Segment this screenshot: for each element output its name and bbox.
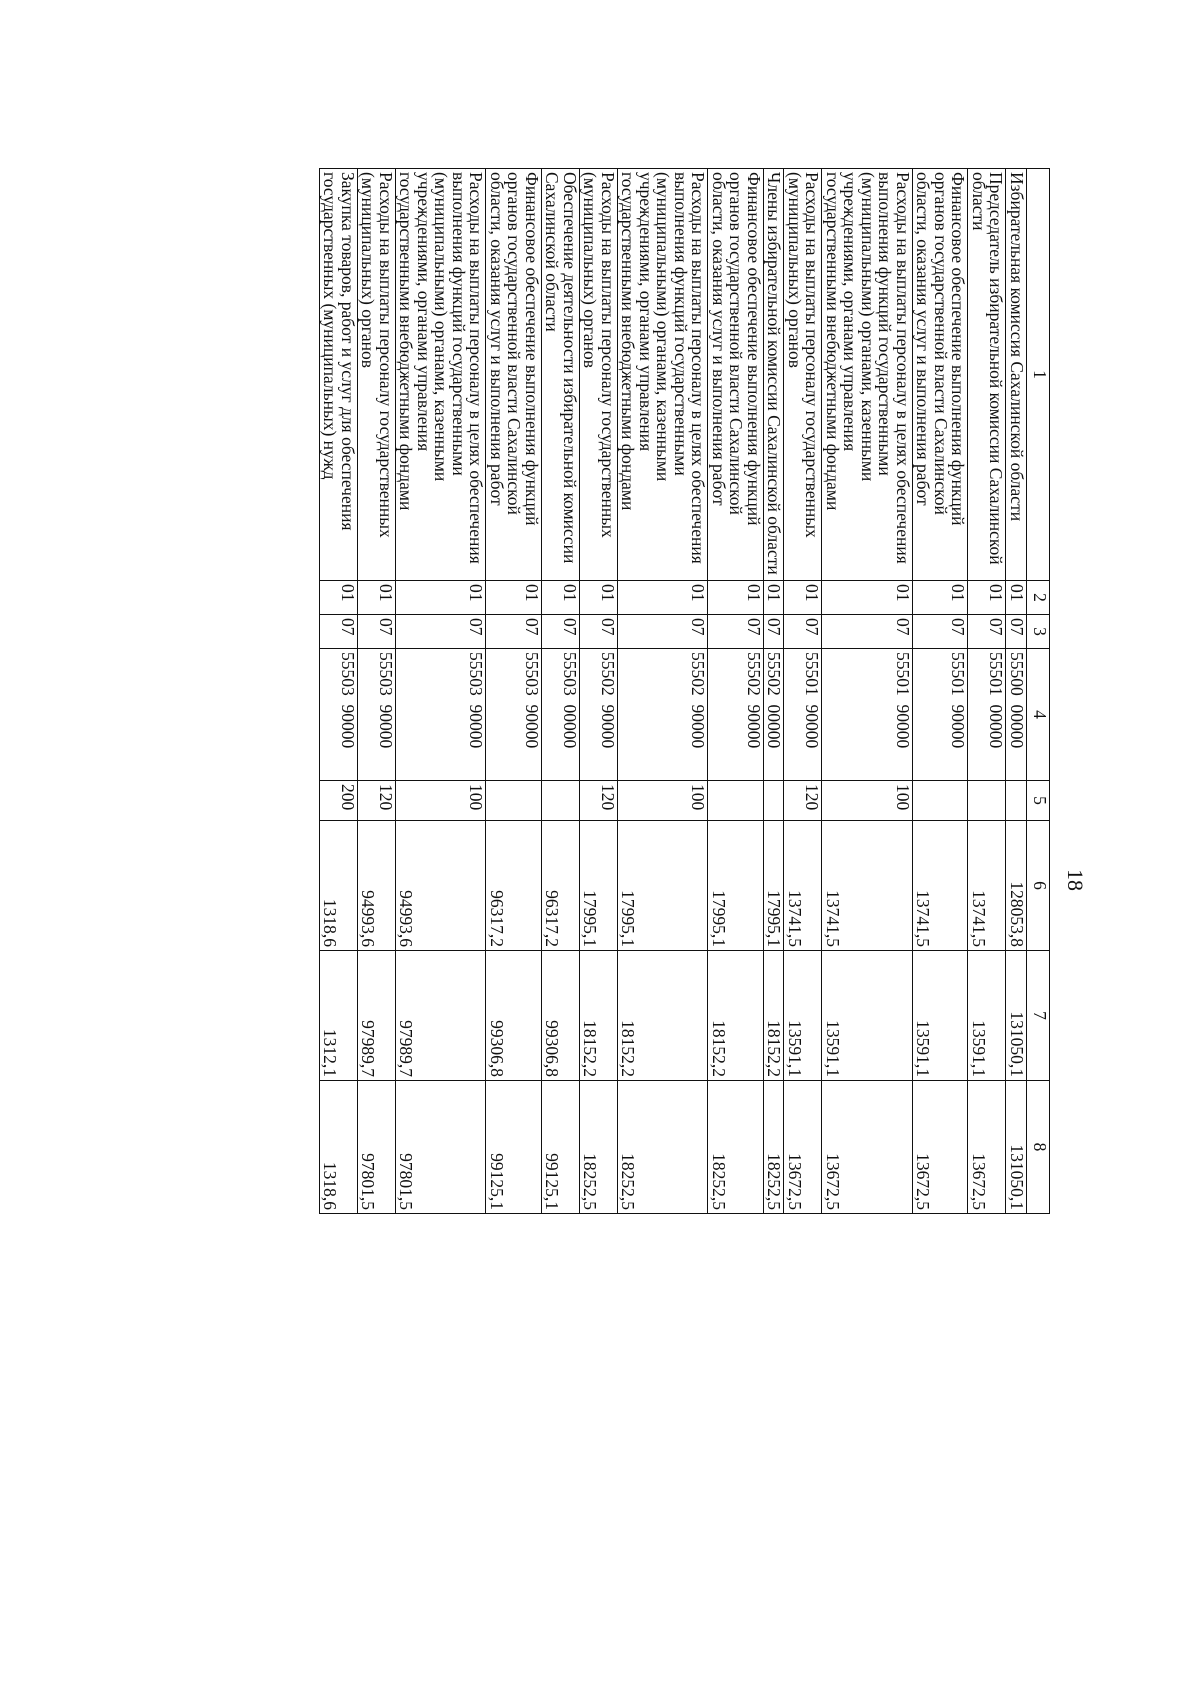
expense-type-cell [913,781,969,821]
amount-year3-cell: 13672,5 [784,1081,822,1214]
amount-year2-cell: 18152,2 [618,951,709,1081]
expense-type-cell [764,781,785,821]
subsection-cell: 07 [580,615,618,649]
table-row [764,169,785,1214]
target-article-cell: 55502 00000 [764,649,785,781]
amount-year1-cell: 96317,2 [486,821,542,951]
col-header: 8 [1027,1081,1050,1214]
row-name-cell: Члены избирательной комиссии Сахалинской области [764,169,785,581]
amount-year3-cell: 131050,1 [1006,1081,1027,1214]
subsection-cell: 07 [764,615,785,649]
header-row [1027,169,1050,1214]
amount-year2-cell: 99306,8 [486,951,542,1081]
target-article-cell: 55501 90000 [822,649,913,781]
amount-year3-cell: 99125,1 [486,1081,542,1214]
target-article-cell: 55502 90000 [580,649,618,781]
col-header: 3 [1027,615,1050,649]
subsection-cell: 07 [320,615,358,649]
expense-type-cell [486,781,542,821]
amount-year2-cell: 131050,1 [1006,951,1027,1081]
amount-year1-cell: 13741,5 [968,821,1006,951]
amount-year2-cell: 18152,2 [708,951,764,1081]
amount-year3-cell: 1318,6 [320,1081,358,1214]
col-header: 7 [1027,951,1050,1081]
amount-year3-cell: 18252,5 [764,1081,785,1214]
amount-year1-cell: 1318,6 [320,821,358,951]
subsection-cell: 07 [486,615,542,649]
subsection-cell: 07 [618,615,709,649]
table-row [358,169,396,1214]
row-name-cell: Финансовое обеспечение выполнения функций органов государственной власти Сахалинской области, оказания услуг и выполнения работ [913,169,969,581]
row-name-cell: Финансовое обеспечение выполнения функций органов государственной власти Сахалинской области, оказания услуг и выполнения работ [708,169,764,581]
subsection-cell: 07 [822,615,913,649]
section-cell: 01 [320,581,358,615]
amount-year1-cell: 13741,5 [822,821,913,951]
target-article-cell: 55500 00000 [1006,649,1027,781]
amount-year2-cell: 13591,1 [968,951,1006,1081]
budget-table-rotated [65,168,1050,1213]
amount-year2-cell: 97989,7 [396,951,487,1081]
amount-year2-cell: 97989,7 [358,951,396,1081]
amount-year3-cell: 99125,1 [542,1081,580,1214]
expense-type-cell [708,781,764,821]
amount-year1-cell: 128053,8 [1006,821,1027,951]
section-cell: 01 [618,581,709,615]
table-row [913,169,969,1214]
table-row [486,169,542,1214]
amount-year3-cell: 18252,5 [708,1081,764,1214]
amount-year1-cell: 96317,2 [542,821,580,951]
subsection-cell: 07 [396,615,487,649]
table-row [1006,169,1027,1214]
amount-year2-cell: 13591,1 [822,951,913,1081]
table-row [618,169,709,1214]
section-cell: 01 [764,581,785,615]
row-name-cell: Расходы на выплаты персоналу государственных (муниципальных) органов [784,169,822,581]
table-row [708,169,764,1214]
subsection-cell: 07 [358,615,396,649]
col-header: 6 [1027,821,1050,951]
row-name-cell: Обеспечение деятельности избирательной комиссии Сахалинской области [542,169,580,581]
col-header: 4 [1027,649,1050,781]
amount-year2-cell: 1312,1 [320,951,358,1081]
target-article-cell: 55501 90000 [913,649,969,781]
section-cell: 01 [358,581,396,615]
section-cell: 01 [913,581,969,615]
section-cell: 01 [784,581,822,615]
amount-year1-cell: 17995,1 [764,821,785,951]
col-header: 5 [1027,781,1050,821]
table-row [542,169,580,1214]
amount-year3-cell: 13672,5 [968,1081,1006,1214]
expense-type-cell [1006,781,1027,821]
amount-year3-cell: 18252,5 [580,1081,618,1214]
section-cell: 01 [542,581,580,615]
table-row [784,169,822,1214]
row-name-cell: Расходы на выплаты персоналу в целях обеспечения выполнения функций государственными (муниципальными) органами, казенными учреждениями, органами управления государственными внебюджетными фондами [396,169,487,581]
amount-year1-cell: 13741,5 [784,821,822,951]
amount-year1-cell: 17995,1 [580,821,618,951]
section-cell: 01 [580,581,618,615]
row-name-cell: Расходы на выплаты персоналу в целях обеспечения выполнения функций государственными (муниципальными) органами, казенными учреждениями, органами управления государственными внебюджетными фондами [618,169,709,581]
target-article-cell: 55502 90000 [708,649,764,781]
expense-type-cell: 120 [358,781,396,821]
target-article-cell: 55503 90000 [396,649,487,781]
amount-year1-cell: 13741,5 [913,821,969,951]
row-name-cell: Расходы на выплаты персоналу государственных (муниципальных) органов [358,169,396,581]
row-name-cell: Финансовое обеспечение выполнения функций органов государственной власти Сахалинской области, оказания услуг и выполнения работ [486,169,542,581]
subsection-cell: 07 [542,615,580,649]
amount-year2-cell: 18152,2 [764,951,785,1081]
section-cell: 01 [396,581,487,615]
row-name-cell: Расходы на выплаты персоналу в целях обеспечения выполнения функций государственными (муниципальными) органами, казенными учреждениями, органами управления государственными внебюджетными фондами [822,169,913,581]
col-header: 1 [1027,169,1050,581]
amount-year3-cell: 13672,5 [822,1081,913,1214]
subsection-cell: 07 [1006,615,1027,649]
amount-year3-cell: 97801,5 [396,1081,487,1214]
row-name-cell: Расходы на выплаты персоналу государственных (муниципальных) органов [580,169,618,581]
subsection-cell: 07 [968,615,1006,649]
section-cell: 01 [968,581,1006,615]
amount-year1-cell: 17995,1 [618,821,709,951]
section-cell: 01 [822,581,913,615]
section-cell: 01 [1006,581,1027,615]
target-article-cell: 55502 90000 [618,649,709,781]
expense-type-cell: 120 [580,781,618,821]
target-article-cell: 55503 90000 [358,649,396,781]
expense-type-cell: 120 [784,781,822,821]
table-row [580,169,618,1214]
subsection-cell: 07 [708,615,764,649]
amount-year1-cell: 94993,6 [396,821,487,951]
amount-year1-cell: 94993,6 [358,821,396,951]
subsection-cell: 07 [913,615,969,649]
expense-type-cell: 100 [618,781,709,821]
target-article-cell: 55501 00000 [968,649,1006,781]
row-name-cell: Председатель избирательной комиссии Сахалинской области [968,169,1006,581]
row-name-cell: Закупка товаров, работ и услуг для обеспечения государственных (муниципальных) нужд [320,169,358,581]
table-row [968,169,1006,1214]
budget-table [319,168,1050,1214]
expense-type-cell: 100 [822,781,913,821]
amount-year2-cell: 18152,2 [580,951,618,1081]
amount-year3-cell: 97801,5 [358,1081,396,1214]
table-row [822,169,913,1214]
expense-type-cell [542,781,580,821]
expense-type-cell [968,781,1006,821]
amount-year3-cell: 13672,5 [913,1081,969,1214]
row-name-cell: Избирательная комиссия Сахалинской области [1006,169,1027,581]
amount-year2-cell: 13591,1 [784,951,822,1081]
target-article-cell: 55503 00000 [542,649,580,781]
table-row [396,169,487,1214]
amount-year3-cell: 18252,5 [618,1081,709,1214]
table-row [320,169,358,1214]
expense-type-cell: 100 [396,781,487,821]
amount-year1-cell: 17995,1 [708,821,764,951]
subsection-cell: 07 [784,615,822,649]
target-article-cell: 55503 90000 [320,649,358,781]
section-cell: 01 [708,581,764,615]
amount-year2-cell: 13591,1 [913,951,969,1081]
amount-year2-cell: 99306,8 [542,951,580,1081]
expense-type-cell: 200 [320,781,358,821]
target-article-cell: 55503 90000 [486,649,542,781]
col-header: 2 [1027,581,1050,615]
target-article-cell: 55501 90000 [784,649,822,781]
page-number: 18 [1063,869,1088,891]
section-cell: 01 [486,581,542,615]
